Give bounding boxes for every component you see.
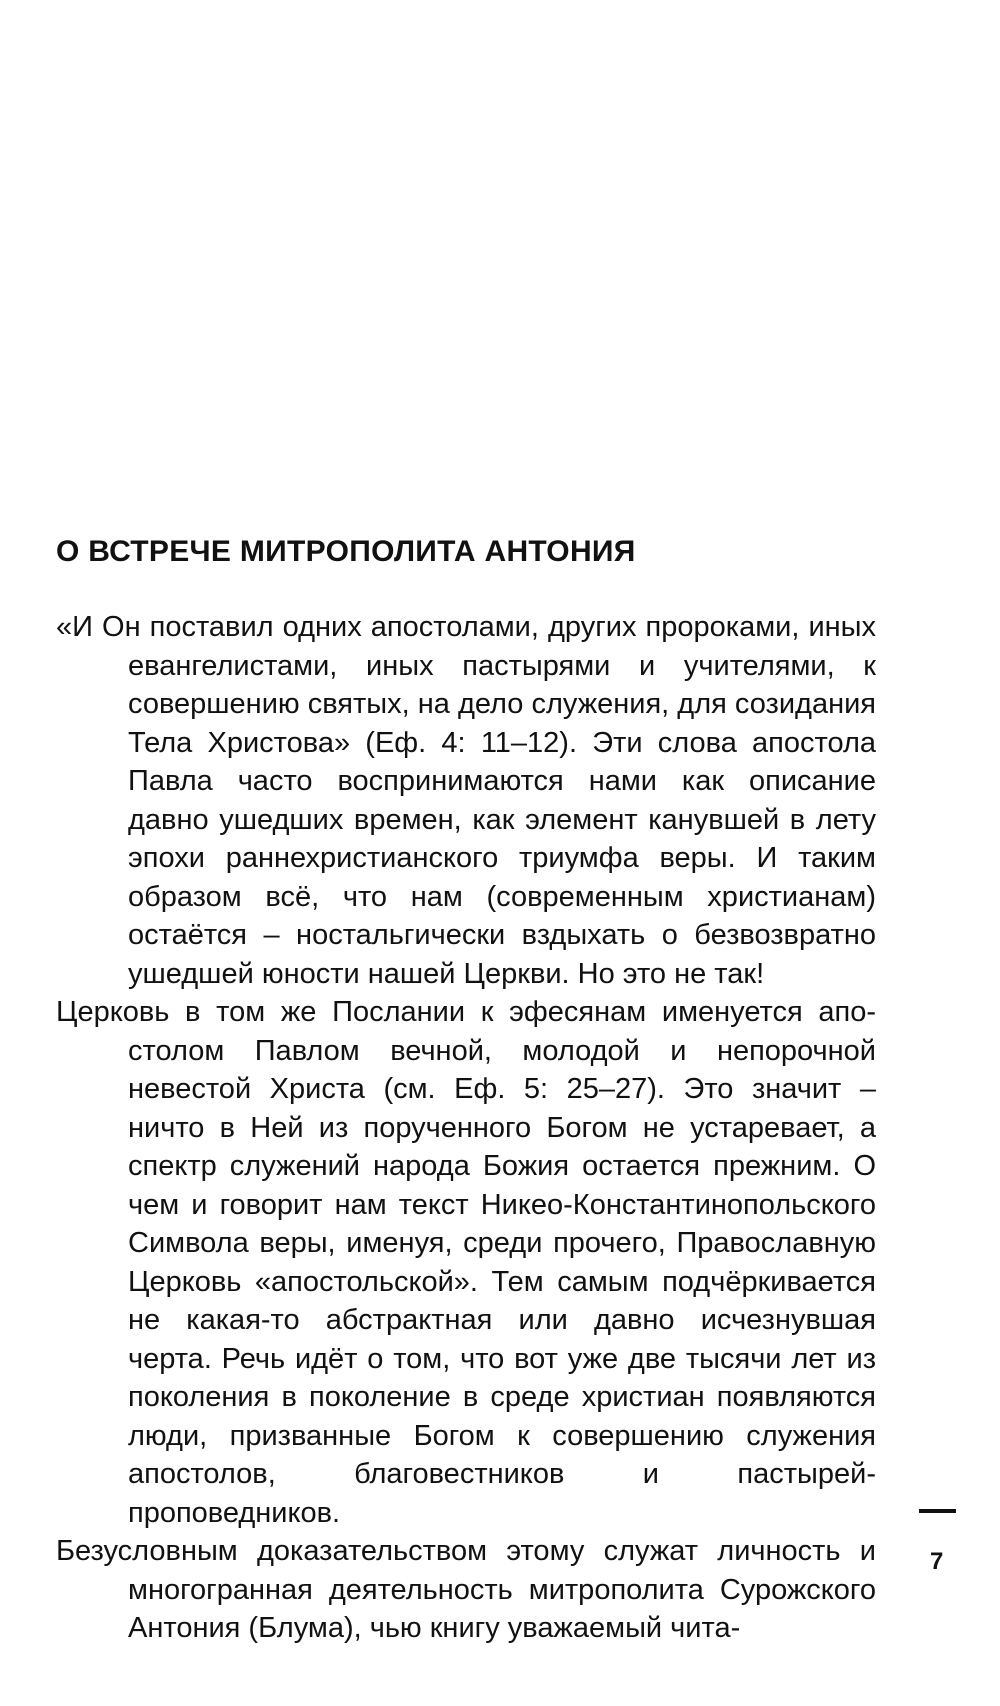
margin-rule [919, 1509, 956, 1513]
paragraph-1: «И Он поставил одних апостолами, других пророками, иных евангелистами, иных пастырями и учителями, к совершению святых, на дело служения, для созидания Тела Христова» (Еф. 4: 11–12). Эти слова апостола Павла часто воспринимаются нами как описание давно ушедших времен, как элемент канувшей в лету эпохи раннехристианского триумфа веры. И таким образом всё, что нам (современным христианам) остаётся – ностальгически вздыхать о безвозвратно ушедшей юности нашей Церкви. Но это не так! [56, 611, 876, 990]
body-text [56, 608, 876, 1648]
page-number: 7 [930, 1548, 944, 1575]
chapter-title: О ВСТРЕЧЕ МИТРОПОЛИТА АНТОНИЯ [56, 535, 636, 568]
paragraph-3: Безусловным доказательством этому служат личность и многогранная деятельность митрополита Сурожского Антония (Блума), чью книгу уважаемый чита- [56, 1535, 876, 1644]
paragraph-2: Церковь в том же Послании к эфесянам именуется апостолом Павлом вечной, молодой и непорочной невестой Христа (см. Еф. 5: 25–27). Это значит – ничто в Ней из порученного Богом не устаревает, а спектр служений народа Божия остается прежним. О чем и говорит нам текст Никео-Константинопольского Символа веры, именуя, среди прочего, Православную Церковь «апостольской». Тем самым подчёркивается не какая-то абстрактная или давно исчезнувшая черта. Речь идёт о том, что вот уже две тысячи лет из поколения в поколение в среде христиан появляются люди, призванные Богом к совершению служения апостолов, благовестников и пастырей-проповедников. [56, 996, 876, 1529]
